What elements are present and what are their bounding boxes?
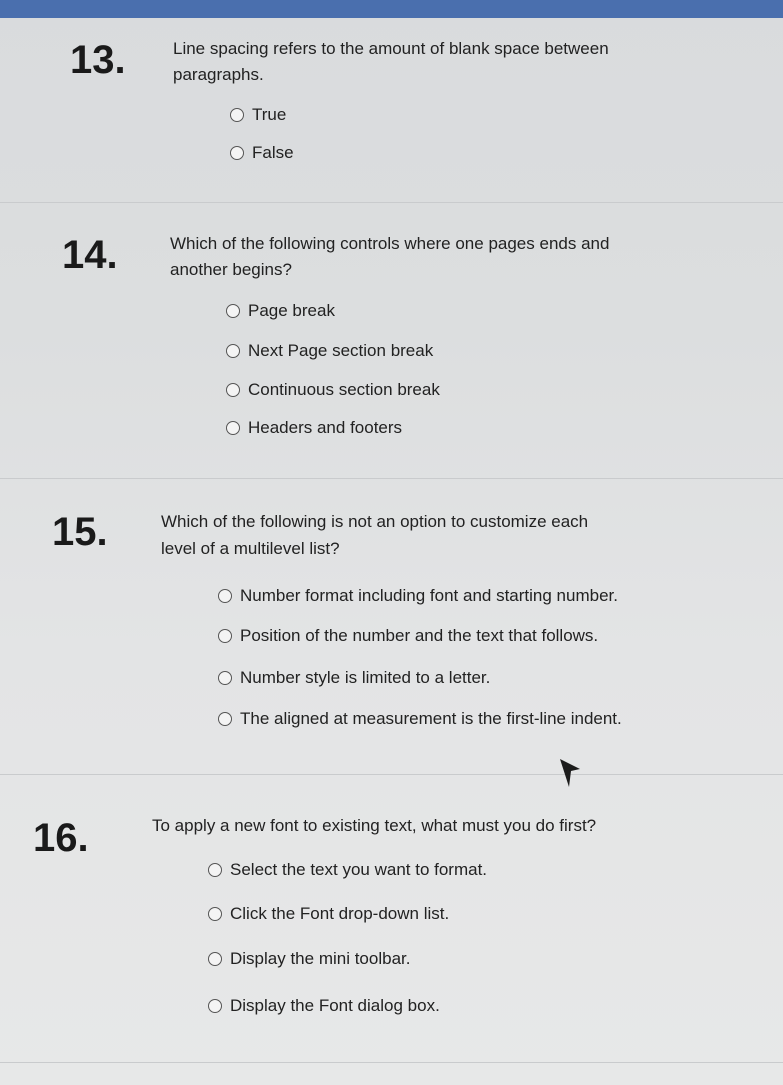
option-label: Select the text you want to format. — [230, 860, 488, 879]
radio-button[interactable] — [208, 863, 222, 877]
option-label: Position of the number and the text that follows. — [240, 626, 599, 645]
question-text-line2: paragraphs. — [173, 65, 264, 84]
option-page-break[interactable] — [226, 298, 335, 324]
radio-button[interactable] — [226, 304, 240, 318]
radio-button[interactable] — [218, 671, 232, 685]
option-select-text[interactable] — [208, 857, 487, 883]
radio-button[interactable] — [226, 383, 240, 397]
radio-button[interactable] — [218, 712, 232, 726]
option-true[interactable] — [230, 102, 286, 128]
question-number: 14. — [62, 233, 118, 277]
option-false[interactable] — [230, 140, 294, 166]
option-label: Display the Font dialog box. — [230, 996, 440, 1015]
question-text-line1: Which of the following is not an option to customize each — [161, 512, 589, 531]
option-continuous-section-break[interactable] — [226, 377, 440, 403]
radio-button[interactable] — [230, 108, 244, 122]
divider — [0, 1062, 783, 1063]
option-label: Display the mini toolbar. — [230, 949, 411, 968]
divider — [0, 202, 783, 203]
question-text-line2: level of a multilevel list? — [161, 539, 340, 558]
option-position-of-number[interactable] — [218, 623, 598, 649]
radio-button[interactable] — [226, 421, 240, 435]
radio-button[interactable] — [230, 146, 244, 160]
option-label: Next Page section break — [248, 341, 434, 360]
radio-button[interactable] — [226, 344, 240, 358]
question-text-line1: To apply a new font to existing text, what must you do first? — [152, 816, 597, 835]
option-label: Click the Font drop-down list. — [230, 904, 450, 923]
radio-button[interactable] — [208, 907, 222, 921]
question-text-line2: another begins? — [170, 260, 292, 279]
option-click-font-dropdown[interactable] — [208, 901, 449, 927]
mouse-cursor-icon — [558, 757, 584, 789]
option-aligned-measurement[interactable] — [218, 706, 622, 732]
option-label: True — [252, 105, 287, 124]
option-label: False — [252, 143, 294, 162]
option-label: Number style is limited to a letter. — [240, 668, 491, 687]
option-label: Page break — [248, 301, 335, 320]
option-label: Continuous section break — [248, 380, 440, 399]
option-headers-and-footers[interactable] — [226, 415, 402, 441]
question-number: 15. — [52, 510, 108, 554]
question-text-line1: Line spacing refers to the amount of blank space between — [173, 39, 609, 58]
question-text-line1: Which of the following controls where one pages ends and — [170, 234, 610, 253]
radio-button[interactable] — [218, 589, 232, 603]
option-display-mini-toolbar[interactable] — [208, 946, 410, 972]
radio-button[interactable] — [208, 952, 222, 966]
option-display-font-dialog[interactable] — [208, 993, 440, 1019]
top-bar — [0, 0, 783, 18]
option-number-style[interactable] — [218, 665, 490, 691]
option-number-format[interactable] — [218, 583, 618, 609]
divider — [0, 478, 783, 479]
question-number: 13. — [70, 38, 126, 82]
option-label: The aligned at measurement is the first-line indent. — [240, 709, 622, 728]
divider — [0, 774, 783, 775]
radio-button[interactable] — [218, 629, 232, 643]
option-label: Headers and footers — [248, 418, 403, 437]
question-number: 16. — [33, 816, 89, 860]
option-next-page-section-break[interactable] — [226, 338, 433, 364]
radio-button[interactable] — [208, 999, 222, 1013]
option-label: Number format including font and starting number. — [240, 586, 618, 605]
